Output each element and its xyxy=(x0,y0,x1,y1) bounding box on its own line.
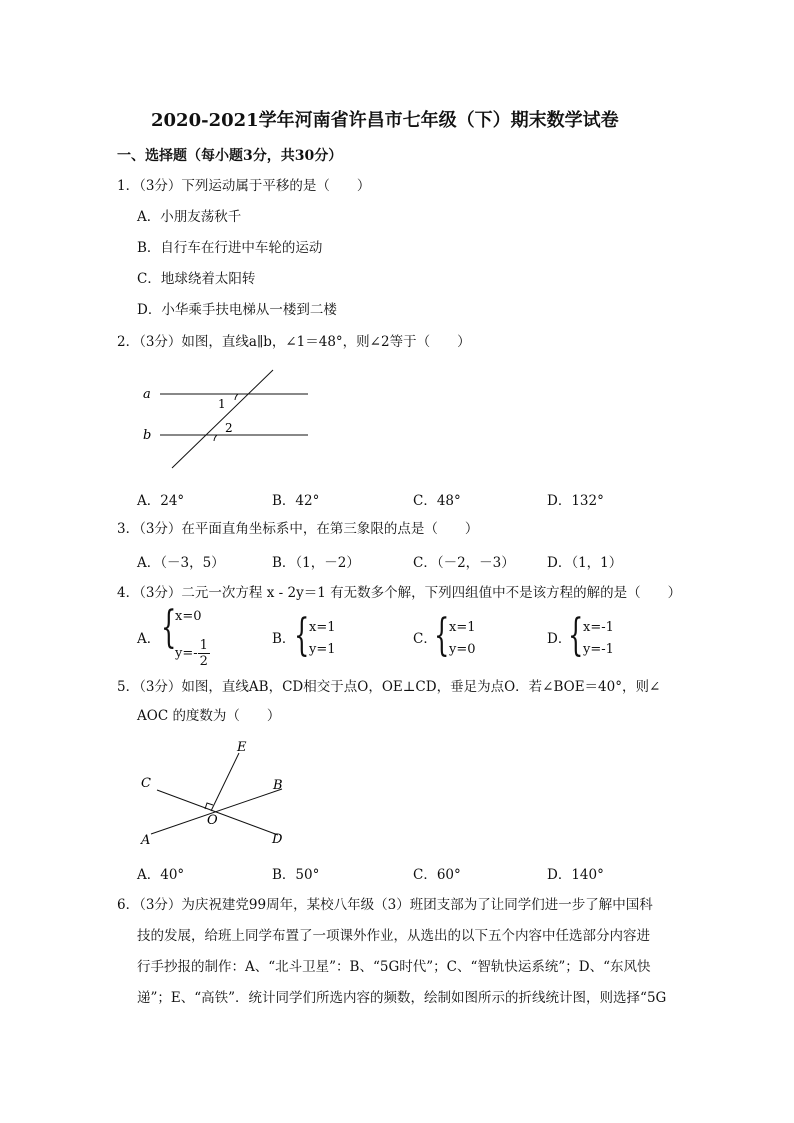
q4-stem: 4．（3分）二元一次方程 x - 2y＝1 有无数多个解，下列四组值中不是该方程的解的是（ ） xyxy=(117,585,682,601)
q3-option-a: A．（－3，5） xyxy=(137,555,225,571)
fraction-one-half: $\frac{1}{2}$ xyxy=(199,638,208,669)
transversal-line xyxy=(172,370,273,468)
label-angle-2: 2 xyxy=(225,421,233,435)
q3-option-d: D．（1，1） xyxy=(547,555,623,571)
q1-option-a: A．小朋友荡秋千 xyxy=(137,209,242,225)
q4-option-a-x: x=0 xyxy=(175,609,202,624)
q5-option-d: D．140° xyxy=(547,867,604,883)
q2-stem: 2．（3分）如图，直线a∥b，∠1＝48°，则∠2等于（ ） xyxy=(117,334,471,350)
label-e: E xyxy=(237,740,247,755)
q3-option-b: B．（1，－2） xyxy=(272,555,360,571)
q6-line1: 6．（3分）为庆祝建党99周年，某校八年级（3）班团支部为了让同学们进一步了解中国科 xyxy=(117,897,653,913)
q4-option-b-label: B． xyxy=(272,631,296,647)
q5-option-a: A．40° xyxy=(137,867,185,883)
section-heading: 一、选择题（每小题3分，共30分） xyxy=(117,148,343,164)
angle-1-arc xyxy=(235,394,238,400)
q4-option-a-label: A． xyxy=(137,631,161,647)
label-a: A xyxy=(141,833,151,848)
label-d: D xyxy=(272,832,283,847)
label-c: C xyxy=(141,776,151,791)
q2-option-b: B．42° xyxy=(272,493,320,509)
q3-stem: 3．（3分）在平面直角坐标系中，在第三象限的点是（ ） xyxy=(117,521,479,537)
q1-option-b: B．自行车在行进中车轮的运动 xyxy=(137,240,323,256)
q4-option-b-y: y=1 xyxy=(309,642,336,657)
q6-line3: 行手抄报的制作：A、“北斗卫星”：B、“5G时代”；C、“智轨快运系统”；D、“东风快 xyxy=(137,959,651,975)
q4-option-d-x: x=-1 xyxy=(583,620,614,635)
q5-intersecting-lines-figure xyxy=(135,735,305,850)
label-a: a xyxy=(143,387,151,402)
q4-option-a-brace: { xyxy=(161,602,177,653)
q4-option-c-brace: { xyxy=(434,610,450,661)
q4-option-a-y: y=- $\frac{1}{2}$ xyxy=(175,638,208,669)
q4-option-b-brace: { xyxy=(294,610,310,661)
q6-line4: 递”；E、“高铁”．统计同学们所选内容的频数，绘制如图所示的折线统计图，则选择“5G xyxy=(137,990,667,1006)
q2-option-c: C．48° xyxy=(413,493,461,509)
label-angle-1: 1 xyxy=(218,397,226,411)
label-b: B xyxy=(273,778,283,793)
q4-option-d-label: D． xyxy=(547,631,572,647)
q4-option-b-x: x=1 xyxy=(309,620,336,635)
q4-option-d-y: y=-1 xyxy=(583,642,614,657)
q2-option-a: A．24° xyxy=(137,493,185,509)
angle-2-arc xyxy=(214,435,217,441)
q4-option-c-label: C． xyxy=(413,631,437,647)
q4-option-c-y: y=0 xyxy=(449,642,476,657)
q3-option-c: C．（－2，－3） xyxy=(413,555,515,571)
q5-option-b: B．50° xyxy=(272,867,320,883)
q5-stem-line2: AOC 的度数为（ ） xyxy=(137,708,281,724)
q1-stem: 1．（3分）下列运动属于平移的是（ ） xyxy=(117,178,371,194)
label-b: b xyxy=(143,428,152,443)
q1-option-d: D．小华乘手扶电梯从一楼到二楼 xyxy=(137,302,337,318)
q1-option-c: C．地球绕着太阳转 xyxy=(137,271,256,287)
q4-option-d-brace: { xyxy=(568,610,584,661)
label-o: O xyxy=(207,813,218,828)
q2-option-d: D．132° xyxy=(547,493,604,509)
q5-option-c: C．60° xyxy=(413,867,461,883)
q5-stem-line1: 5．（3分）如图，直线AB，CD相交于点O，OE⊥CD，垂足为点O．若∠BOE＝40°，则∠ xyxy=(117,679,661,695)
q6-line2: 技的发展，给班上同学布置了一项课外作业，从选出的以下五个内容中任选部分内容进 xyxy=(137,928,650,944)
page-title: 2020-2021学年河南省许昌市七年级（下）期末数学试卷 xyxy=(151,110,619,131)
q2-parallel-lines-figure xyxy=(130,362,330,472)
ray-oe xyxy=(211,753,239,811)
q4-option-c-x: x=1 xyxy=(449,620,476,635)
